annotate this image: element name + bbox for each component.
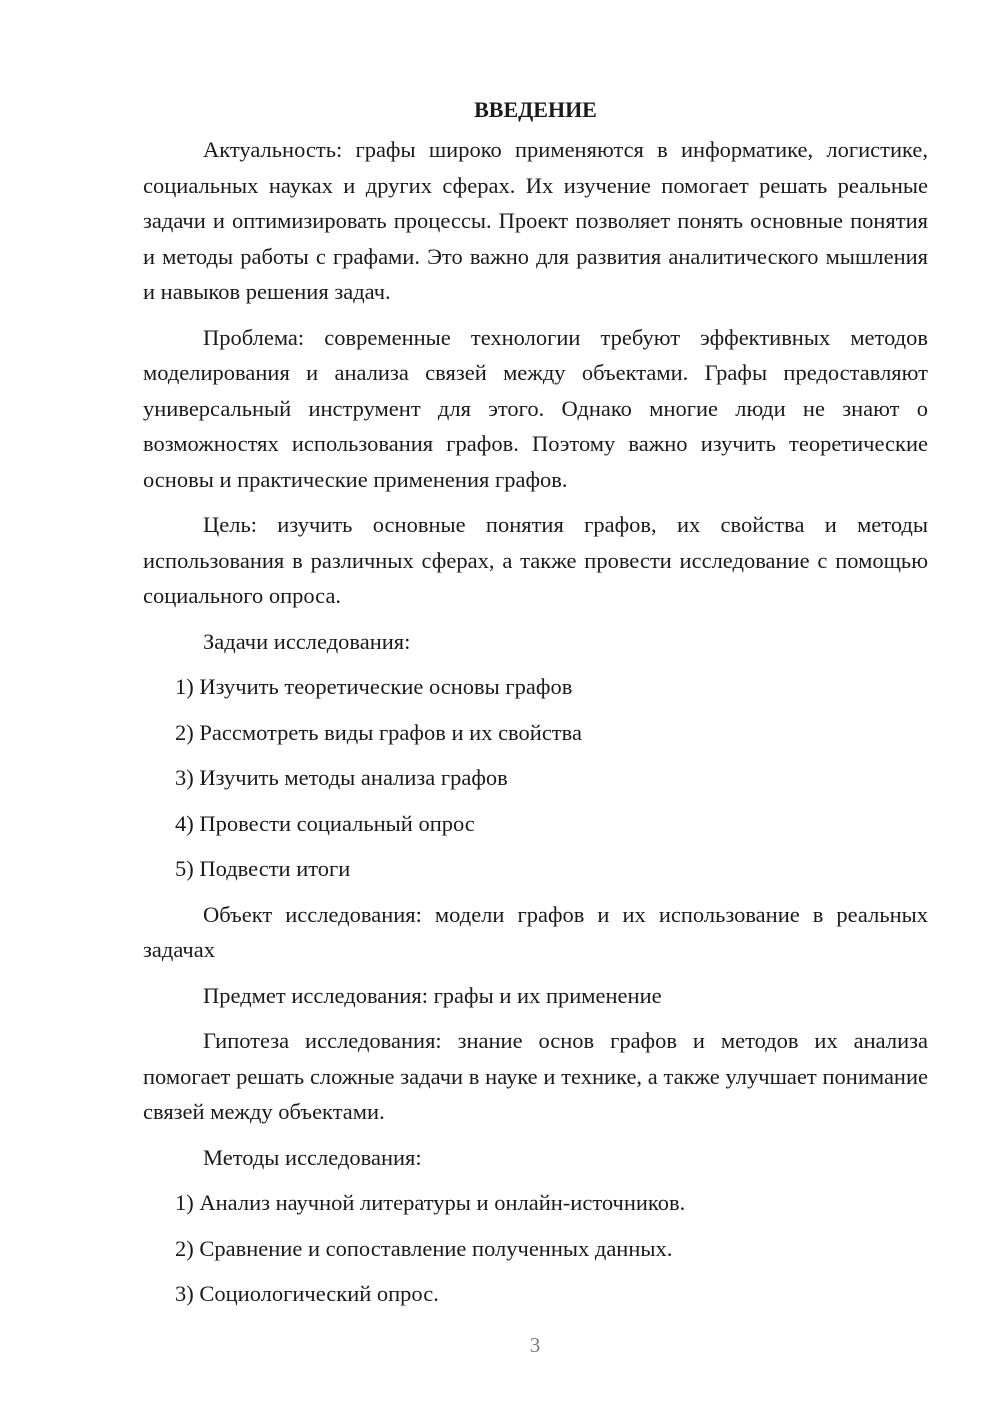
relevance-paragraph: Актуальность: графы широко применяются в информатике, логистике, социальных науках и других сферах. Их изучение помогает решать реальные задачи и оптимизировать процессы. Проект позволяет понять основные понятия и методы работы с графами. Это важно для развития аналитического мышления и навыков решения задач. [143, 137, 928, 304]
methods-heading: Методы исследования: [203, 1144, 422, 1170]
page-number: 3 [529, 1333, 541, 1357]
list-item: 1) Анализ научной литературы и онлайн-источников. [175, 1190, 686, 1215]
list-item: 2) Рассмотреть виды графов и их свойства [175, 719, 582, 745]
hypothesis-paragraph: Гипотеза исследования: знание основ графов и методов их анализа помогает решать сложные задачи в науке и технике, а также улучшает понимание связей между объектами. [143, 1028, 928, 1124]
problem-paragraph: Проблема: современные технологии требуют эффективных методов моделирования и анализа связей между объектами. Графы предоставляют универсальный инструмент для этого. Однако многие люди не знают о возможностях использования графов. Поэтому важно изучить теоретические основы и практические применения графов. [143, 324, 928, 492]
list-item: 5) Подвести итоги [175, 856, 351, 881]
goal-paragraph: Цель: изучить основные понятия графов, их свойства и методы использования в различных сферах, а также провести исследование с помощью социального опроса. [143, 512, 928, 608]
methods-list [143, 1185, 928, 1312]
subject-paragraph: Предмет исследования: графы и их применение [203, 982, 662, 1008]
list-item: 3) Социологический опрос. [175, 1281, 439, 1306]
object-paragraph: Объект исследования: модели графов и их использование в реальных задачах [143, 901, 928, 962]
tasks-heading: Задачи исследования: [203, 628, 411, 654]
list-item: 1) Изучить теоретические основы графов [175, 674, 573, 699]
document-page [143, 92, 928, 1322]
section-title: ВВЕДЕНИЕ [474, 97, 597, 122]
list-item: 4) Провести социальный опрос [175, 810, 475, 836]
list-item: 2) Сравнение и сопоставление полученных данных. [175, 1235, 673, 1261]
tasks-list [143, 669, 928, 887]
list-item: 3) Изучить методы анализа графов [175, 765, 508, 790]
